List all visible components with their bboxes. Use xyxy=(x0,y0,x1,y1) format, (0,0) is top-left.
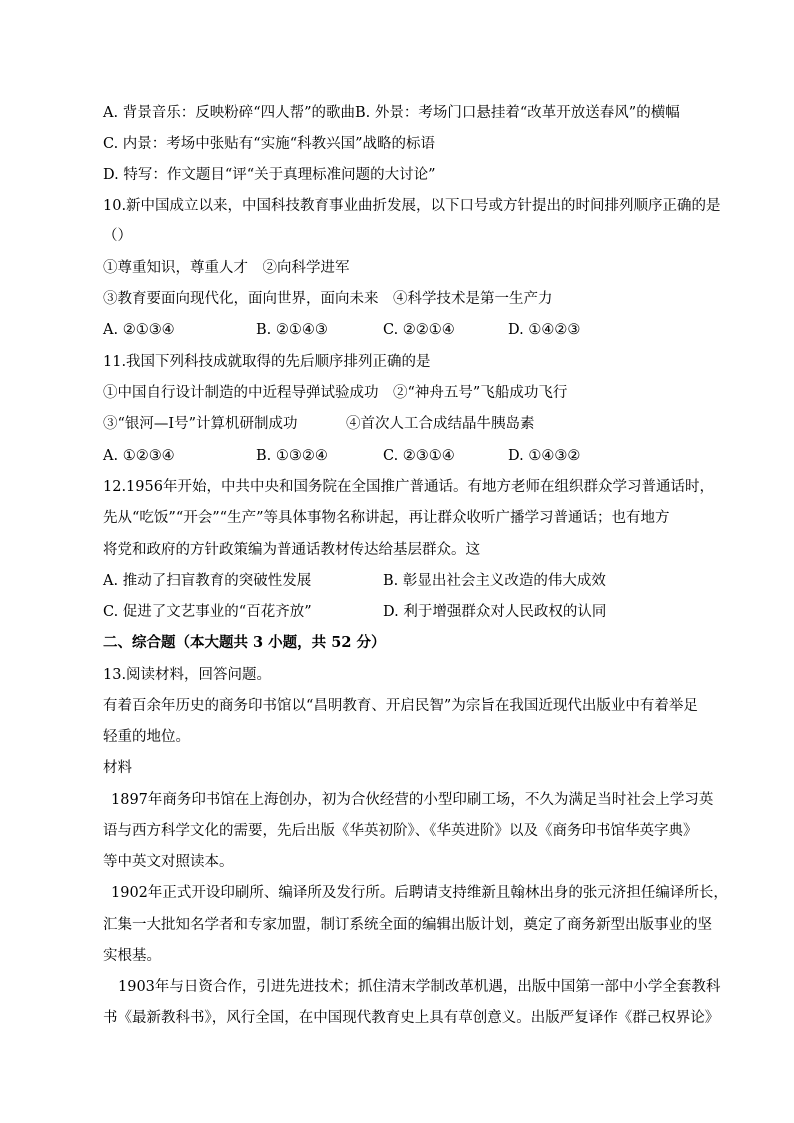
q12-stem-line3: 将党和政府的方针政策编为普通话教材传达给基层群众。这 xyxy=(103,542,480,558)
q9-option-c: C. 内景：考场中张贴有“实施“科教兴国”战略的标语 xyxy=(103,136,436,152)
q13-p1-line1: 1897年商务印书馆在上海创办，初为合伙经营的小型印刷工场，不久为满足当时社会上学习英 xyxy=(111,792,714,808)
q11-option-a: A. ①②③④ xyxy=(103,448,175,464)
q11-stem: 11.我国下列科技成就取得的先后顺序排列正确的是 xyxy=(103,354,431,370)
section2-heading: 二、综合题（本大题共 3 小题，共 52 分） xyxy=(103,634,386,651)
q9-option-d: D. 特写：作文题目“评“关于真理标准问题的大讨论” xyxy=(103,167,436,183)
q12-stem-line1: 12.1956年开始，中共中央和国务院在全国推广普通话。有地方老师在组织群众学习普通话时， xyxy=(103,479,714,495)
q10-stem: 10.新中国成立以来，中国科技教育事业曲折发展，以下口号或方针提出的时间排列顺序正确的是 xyxy=(103,198,721,214)
q12-option-a: A. 推动了扫盲教育的突破性发展 xyxy=(103,573,312,589)
q13-intro-line1: 有着百余年历史的商务印书馆以“昌明教育、开启民智”为宗旨在我国近现代出版业中有着举足 xyxy=(103,698,698,714)
q11-option-b: B. ①③②④ xyxy=(256,448,328,464)
q13-p1-line3: 等中英文对照读本。 xyxy=(103,854,234,870)
q9-option-a: A. 背景音乐：反映粉碎“四人帮”的歌曲 xyxy=(103,105,356,121)
q9-option-b: B. 外景：考场门口悬挂着“改革开放送春风”的横幅 xyxy=(355,105,680,121)
q13-p1-line2: 语与西方科学文化的需要，先后出版《华英初阶》、《华英进阶》以及《商务印书馆华英字典》 xyxy=(103,823,698,839)
q13-intro-line2: 轻重的地位。 xyxy=(103,729,190,745)
q11-option-d: D. ①④③② xyxy=(508,448,581,464)
q11-items-line1: ①中国自行设计制造的中近程导弹试验成功 ②“神舟五号”飞船成功飞行 xyxy=(103,385,568,401)
q12-option-d: D. 利于增强群众对人民政权的认同 xyxy=(383,604,607,620)
q13-p3-line2: 书《最新教科书》，风行全国，在中国现代教育史上具有草创意义。出版严复译作《群己权界论》 xyxy=(103,1010,720,1026)
q9-option-row-ab xyxy=(103,103,680,123)
q10-blank: （） xyxy=(103,228,132,244)
q10-items-line1: ①尊重知识，尊重人才 ②向科学进军 xyxy=(103,260,350,276)
q13-p2-line3: 实根基。 xyxy=(103,948,161,964)
q11-option-c: C. ②③①④ xyxy=(383,448,455,464)
q10-option-a: A. ②①③④ xyxy=(103,322,175,338)
q10-items-line2: ③教育要面向现代化，面向世界，面向未来 ④科学技术是第一生产力 xyxy=(103,291,553,307)
q11-items-line2: ③“银河—I号”计算机研制成功 xyxy=(103,416,298,432)
q13-material-label: 材料 xyxy=(103,760,132,776)
q10-option-b: B. ②①④③ xyxy=(256,322,328,338)
q13-p2-line2: 汇集一大批知名学者和专家加盟，制订系统全面的编辑出版计划，奠定了商务新型出版事业的坚 xyxy=(103,917,712,933)
q12-stem-line2: 先从“吃饭”“开会”“生产”等具体事物名称讲起，再让群众收听广播学习普通话；也有地方 xyxy=(103,510,670,526)
q12-option-b: B. 彰显出社会主义改造的伟大成效 xyxy=(383,573,606,589)
q10-option-c: C. ②②①④ xyxy=(383,322,455,338)
q11-items-line2b: ④首次人工合成结晶牛胰岛素 xyxy=(346,416,535,432)
q13-p3-line1: 1903年与日资合作，引进先进技术；抓住清末学制改革机遇，出版中国第一部中小学全套教科 xyxy=(118,979,721,995)
q13-stem: 13.阅读材料，回答问题。 xyxy=(103,667,272,683)
q12-option-c: C. 促进了文艺事业的“百花齐放” xyxy=(103,604,312,620)
q13-p2-line1: 1902年正式开设印刷所、编译所及发行所。后聘请支持维新且翰林出身的张元济担任编译所长， xyxy=(111,885,728,901)
q10-option-d: D. ①④②③ xyxy=(508,322,581,338)
